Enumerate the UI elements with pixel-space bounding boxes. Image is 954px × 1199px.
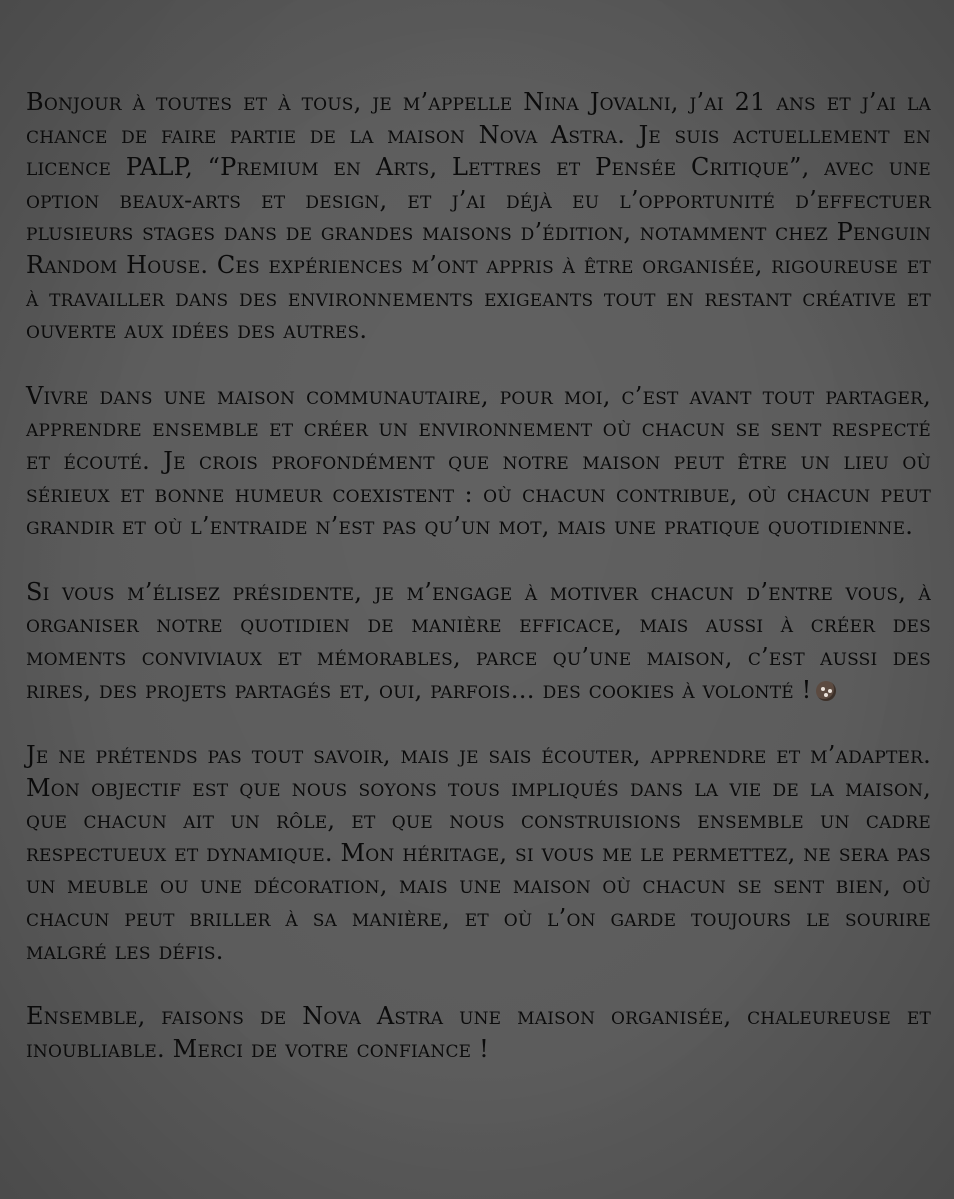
paragraph-objective: Je ne prétends pas tout savoir, mais je sais écouter, apprendre et m’adapter. Mon objectif est que nous soyons tous impliqués dans la vie de la maison, que chacun ait un rôle, et que nous construisions ensemble un cadre respectueux et dynamique. Mon héritage, si vous me le permettez, ne sera pas un meuble ou une décoration, mais une maison où chacun se sent bien, où chacun peut briller à sa manière, et où l’on garde toujours le sourire malgré les défis. <box>26 741 931 965</box>
paragraph-introduction: Bonjour à toutes et à tous, je m’appelle Nina Jovalni, j’ai 21 ans et j’ai la chance de faire partie de la maison Nova Astra. Je suis actuellement en licence PALP, “Premium en Arts, Lettres et Pensée Critique”, avec une option beaux-arts et design, et j’ai déjà eu l’opportunité d’effectuer plusieurs stages dans de grandes maisons d’édition, notamment chez Penguin Random House. Ces expériences m’ont appris à être organisée, rigoureuse et à travailler dans des environnements exigeants tout en restant créative et ouverte aux idées des autres. <box>26 88 931 345</box>
paragraph-closing: Ensemble, faisons de Nova Astra une maison organisée, chaleureuse et inoubliable. Merci de votre confiance ! <box>26 1002 931 1063</box>
paragraph-commitment <box>26 576 931 706</box>
document-body <box>26 86 931 1098</box>
paragraph-community-living: Vivre dans une maison communautaire, pour moi, c’est avant tout partager, apprendre ensemble et créer un environnement où chacun se sent respecté et écouté. Je crois profondément que notre maison peut être un lieu où sérieux et bonne humeur coexistent : où chacun contribue, où chacun peut grandir et où l’entraide n’est pas qu’un mot, mais une pratique quotidienne. <box>26 381 931 541</box>
paragraph-commitment-text: Si vous m’élisez présidente, je m’engage à motiver chacun d’entre vous, à organiser notre quotidien de manière efficace, mais aussi à créer des moments conviviaux et mémorables, parce qu’une maison, c’est aussi des rires, des projets partagés et, oui, parfois… des cookies à volonté ! <box>26 577 931 704</box>
cookie-icon <box>816 681 836 701</box>
